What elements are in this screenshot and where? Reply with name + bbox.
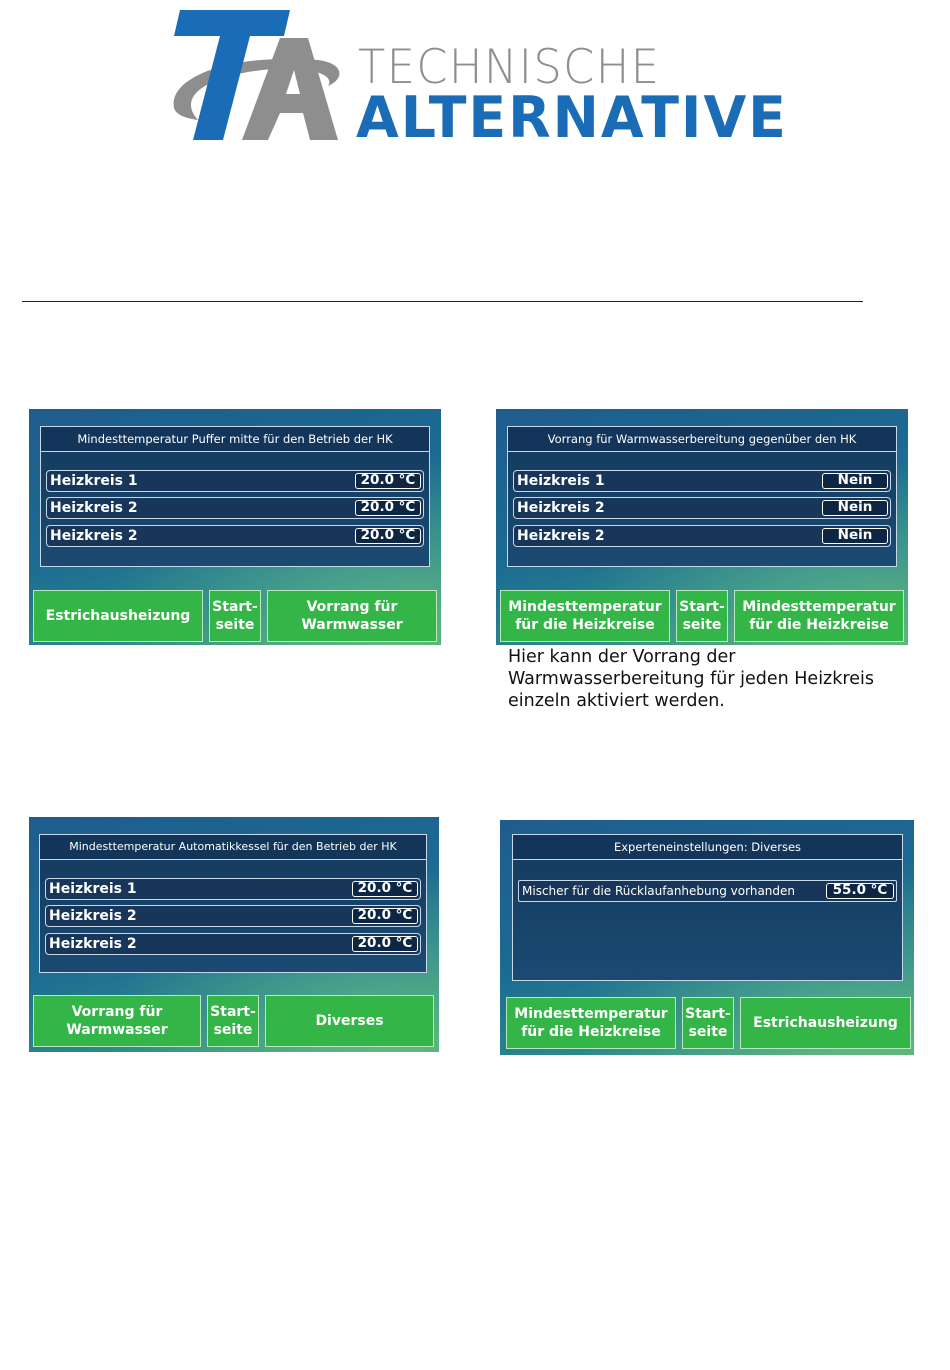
mindesttemperatur-heizkreise-button-2[interactable]: Mindesttemperatur für die Heizkreise xyxy=(734,590,904,642)
panel-title: Mindesttemperatur Puffer mitte für den Betrieb der HK xyxy=(41,427,429,452)
toggle-value[interactable]: Nein xyxy=(822,500,888,516)
temperature-value[interactable]: 20.0 °C xyxy=(352,881,418,897)
mindesttemperatur-heizkreise-button[interactable]: Mindesttemperatur für die Heizkreise xyxy=(500,590,670,642)
row-label: Mischer für die Rücklaufanhebung vorhanden xyxy=(522,884,796,898)
setting-row-mischer[interactable] xyxy=(518,880,897,902)
description-text: Hier kann der Vorrang der Warmwasserbereitung für jeden Heizkreis einzeln aktiviert werden. xyxy=(508,647,874,711)
ta-logo-mark-icon xyxy=(168,8,348,144)
row-label: Heizkreis 2 xyxy=(50,528,138,544)
row-label: Heizkreis 1 xyxy=(49,881,137,897)
setting-row-heizkreis-2b[interactable] xyxy=(46,525,424,547)
logo-text-technische: TECHNISCHE xyxy=(358,40,661,95)
setting-row-heizkreis-2[interactable] xyxy=(46,497,424,519)
screen-automatikkessel-min-temp xyxy=(29,817,439,1052)
settings-panel xyxy=(507,426,897,567)
temperature-value[interactable]: 20.0 °C xyxy=(355,528,421,544)
diverses-button[interactable]: Diverses xyxy=(265,995,434,1047)
temperature-value[interactable]: 20.0 °C xyxy=(352,908,418,924)
settings-panel xyxy=(40,426,430,567)
startseite-button[interactable]: Start- seite xyxy=(682,997,734,1049)
vorrang-warmwasser-button[interactable]: Vorrang für Warmwasser xyxy=(267,590,437,642)
panel-title: Mindesttemperatur Automatikkessel für den Betrieb der HK xyxy=(40,835,426,860)
row-label: Heizkreis 1 xyxy=(517,473,605,489)
row-label: Heizkreis 2 xyxy=(49,936,137,952)
startseite-button[interactable]: Start- seite xyxy=(209,590,261,642)
row-label: Heizkreis 1 xyxy=(50,473,138,489)
row-label: Heizkreis 2 xyxy=(50,500,138,516)
screen-puffer-min-temp xyxy=(29,409,441,645)
mindesttemperatur-heizkreise-button[interactable]: Mindesttemperatur für die Heizkreise xyxy=(506,997,676,1049)
setting-row-heizkreis-2[interactable] xyxy=(45,905,421,927)
vorrang-warmwasser-button[interactable]: Vorrang für Warmwasser xyxy=(33,995,201,1047)
screen-experteneinstellungen xyxy=(500,820,914,1055)
startseite-button[interactable]: Start- seite xyxy=(676,590,728,642)
toggle-value[interactable]: Nein xyxy=(822,528,888,544)
panel-title: Vorrang für Warmwasserbereitung gegenüber den HK xyxy=(508,427,896,452)
temperature-value[interactable]: 20.0 °C xyxy=(355,500,421,516)
startseite-button[interactable]: Start- seite xyxy=(207,995,259,1047)
settings-panel xyxy=(512,834,903,981)
settings-panel xyxy=(39,834,427,973)
setting-row-heizkreis-2b[interactable] xyxy=(45,933,421,955)
toggle-value[interactable]: Nein xyxy=(822,473,888,489)
temperature-value[interactable]: 20.0 °C xyxy=(355,473,421,489)
temperature-value[interactable]: 20.0 °C xyxy=(352,936,418,952)
setting-row-heizkreis-1[interactable] xyxy=(46,470,424,492)
logo-text-alternative: ALTERNATIVE xyxy=(356,85,788,151)
row-label: Heizkreis 2 xyxy=(49,908,137,924)
estrichausheizung-button[interactable]: Estrichausheizung xyxy=(33,590,203,642)
temperature-value[interactable]: 55.0 °C xyxy=(826,883,894,899)
setting-row-heizkreis-2b[interactable] xyxy=(513,525,891,547)
setting-row-heizkreis-1[interactable] xyxy=(513,470,891,492)
row-label: Heizkreis 2 xyxy=(517,528,605,544)
estrichausheizung-button[interactable]: Estrichausheizung xyxy=(740,997,911,1049)
brand-logo xyxy=(168,8,788,151)
panel-title: Experteneinstellungen: Diverses xyxy=(513,835,902,860)
horizontal-divider xyxy=(22,301,863,302)
screen-vorrang-warmwasser xyxy=(496,409,908,645)
setting-row-heizkreis-2[interactable] xyxy=(513,497,891,519)
setting-row-heizkreis-1[interactable] xyxy=(45,878,421,900)
row-label: Heizkreis 2 xyxy=(517,500,605,516)
